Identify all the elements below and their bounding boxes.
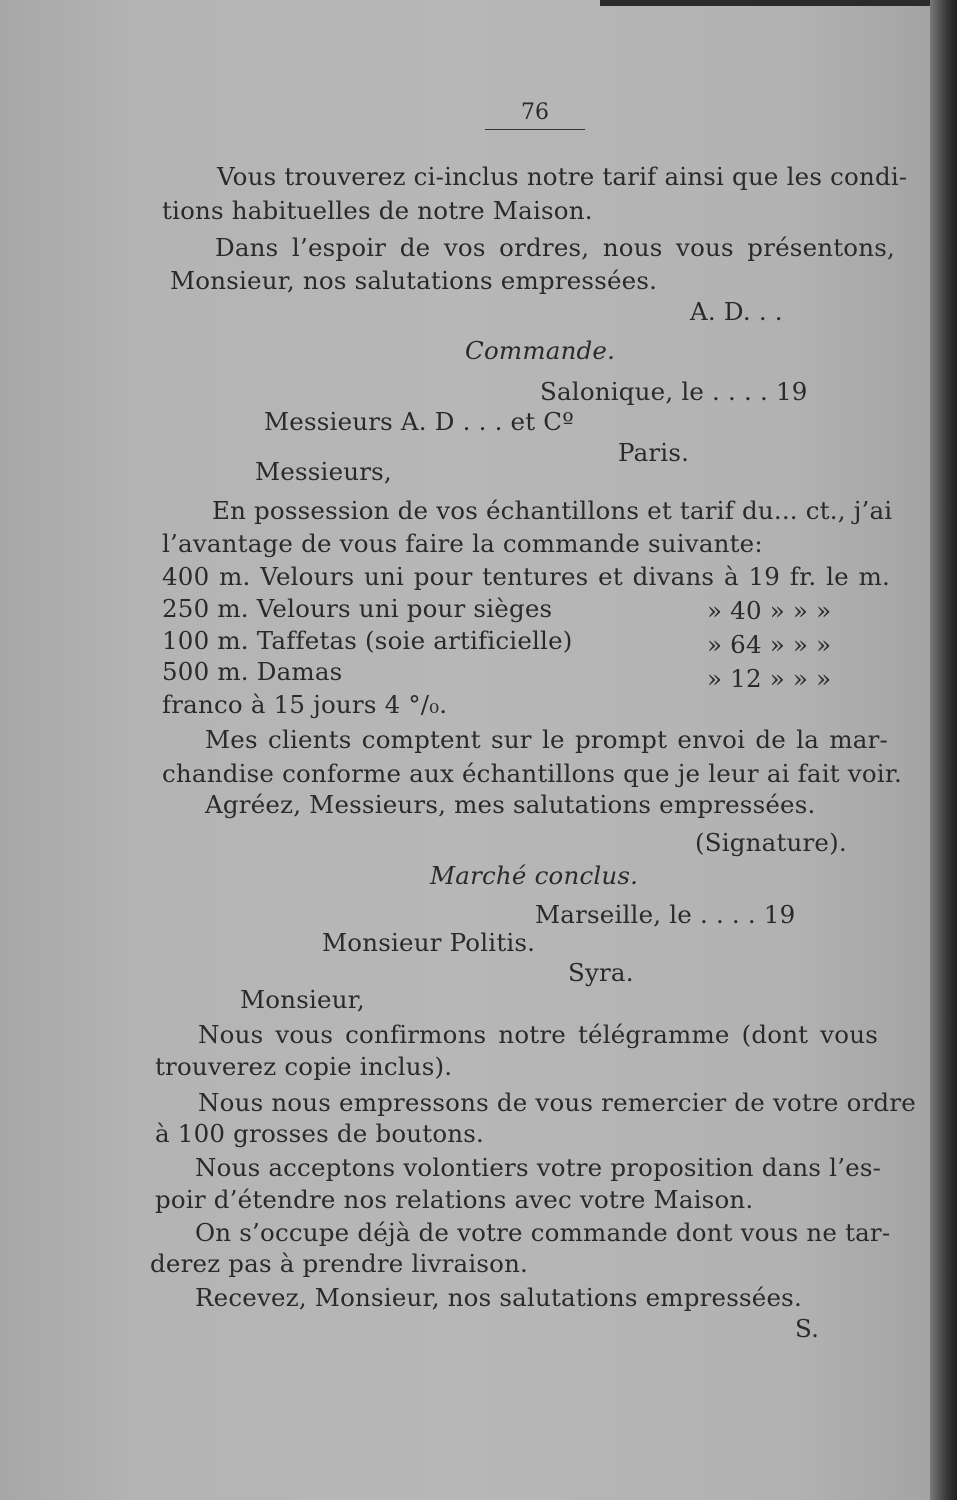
commande-addressee: Messieurs A. D . . . et Cº [264,407,574,436]
order-terms: franco à 15 jours 4 °/₀. [162,690,448,719]
marche-para3-line1: Nous acceptons volontiers votre proposition dans l’es- [195,1153,882,1182]
commande-salutation: Messieurs, [255,457,392,486]
marche-para3-line2: poir d’étendre nos relations avec votre Maison. [155,1185,754,1214]
marche-city: Syra. [568,958,634,987]
commande-city: Paris. [618,438,690,467]
order-item-2: 250 m. Velours uni pour sièges [162,594,553,623]
order-item-3: 100 m. Taffetas (soie artificielle) [162,626,573,655]
intro-line-1: Vous trouverez ci-inclus notre tarif ainsi que les condi- [217,162,908,191]
marche-salutation: Monsieur, [240,985,365,1014]
marche-para4-line1: On s’occupe déjà de votre commande dont vous ne tar- [195,1218,891,1247]
marche-para1-line2: trouverez copie inclus). [155,1052,453,1081]
order-item-2-price: » 40 » » » [707,596,832,625]
marche-heading: Marché conclus. [430,861,639,890]
order-item-4-price: » 12 » » » [707,664,832,693]
marche-para1-line1: Nous vous confirmons notre télégramme (dont vous [198,1020,878,1049]
commande-heading: Commande. [465,336,616,365]
commande-signature: (Signature). [695,828,847,857]
commande-para1-line2: l’avantage de vous faire la commande suivante: [162,529,763,558]
intro-line-3: Dans l’espoir de vos ordres, nous vous présentons, [215,233,895,262]
intro-initials: A. D. . . [690,297,783,326]
marche-place-date: Marseille, le . . . . 19 [535,900,796,929]
page-top-shadow [600,0,957,6]
intro-line-2: tions habituelles de notre Maison. [162,196,593,225]
marche-addressee: Monsieur Politis. [322,928,536,957]
marche-closing: Recevez, Monsieur, nos salutations empressées. [195,1283,802,1312]
marche-para2-line1: Nous nous empressons de vous remercier de votre ordre [198,1088,916,1117]
order-item-1: 400 m. Velours uni pour tentures et divans à 19 fr. le m. [162,562,890,591]
order-item-3-price: » 64 » » » [707,630,832,659]
book-binding-edge [930,0,957,1500]
order-item-4: 500 m. Damas [162,657,343,686]
commande-para1-line1: En possession de vos échantillons et tarif du... ct., j’ai [212,496,893,525]
marche-signature: S. [795,1314,820,1343]
commande-place-date: Salonique, le . . . . 19 [540,377,808,406]
commande-para2-line1: Mes clients comptent sur le prompt envoi de la mar- [205,725,888,754]
intro-line-4: Monsieur, nos salutations empressées. [170,266,658,295]
page-number: 76 [485,100,585,130]
commande-para2-line2: chandise conforme aux échantillons que je leur ai fait voir. [162,759,903,788]
marche-para2-line2: à 100 grosses de boutons. [155,1119,485,1148]
marche-para4-line2: derez pas à prendre livraison. [150,1249,529,1278]
commande-closing: Agréez, Messieurs, mes salutations empressées. [205,790,816,819]
